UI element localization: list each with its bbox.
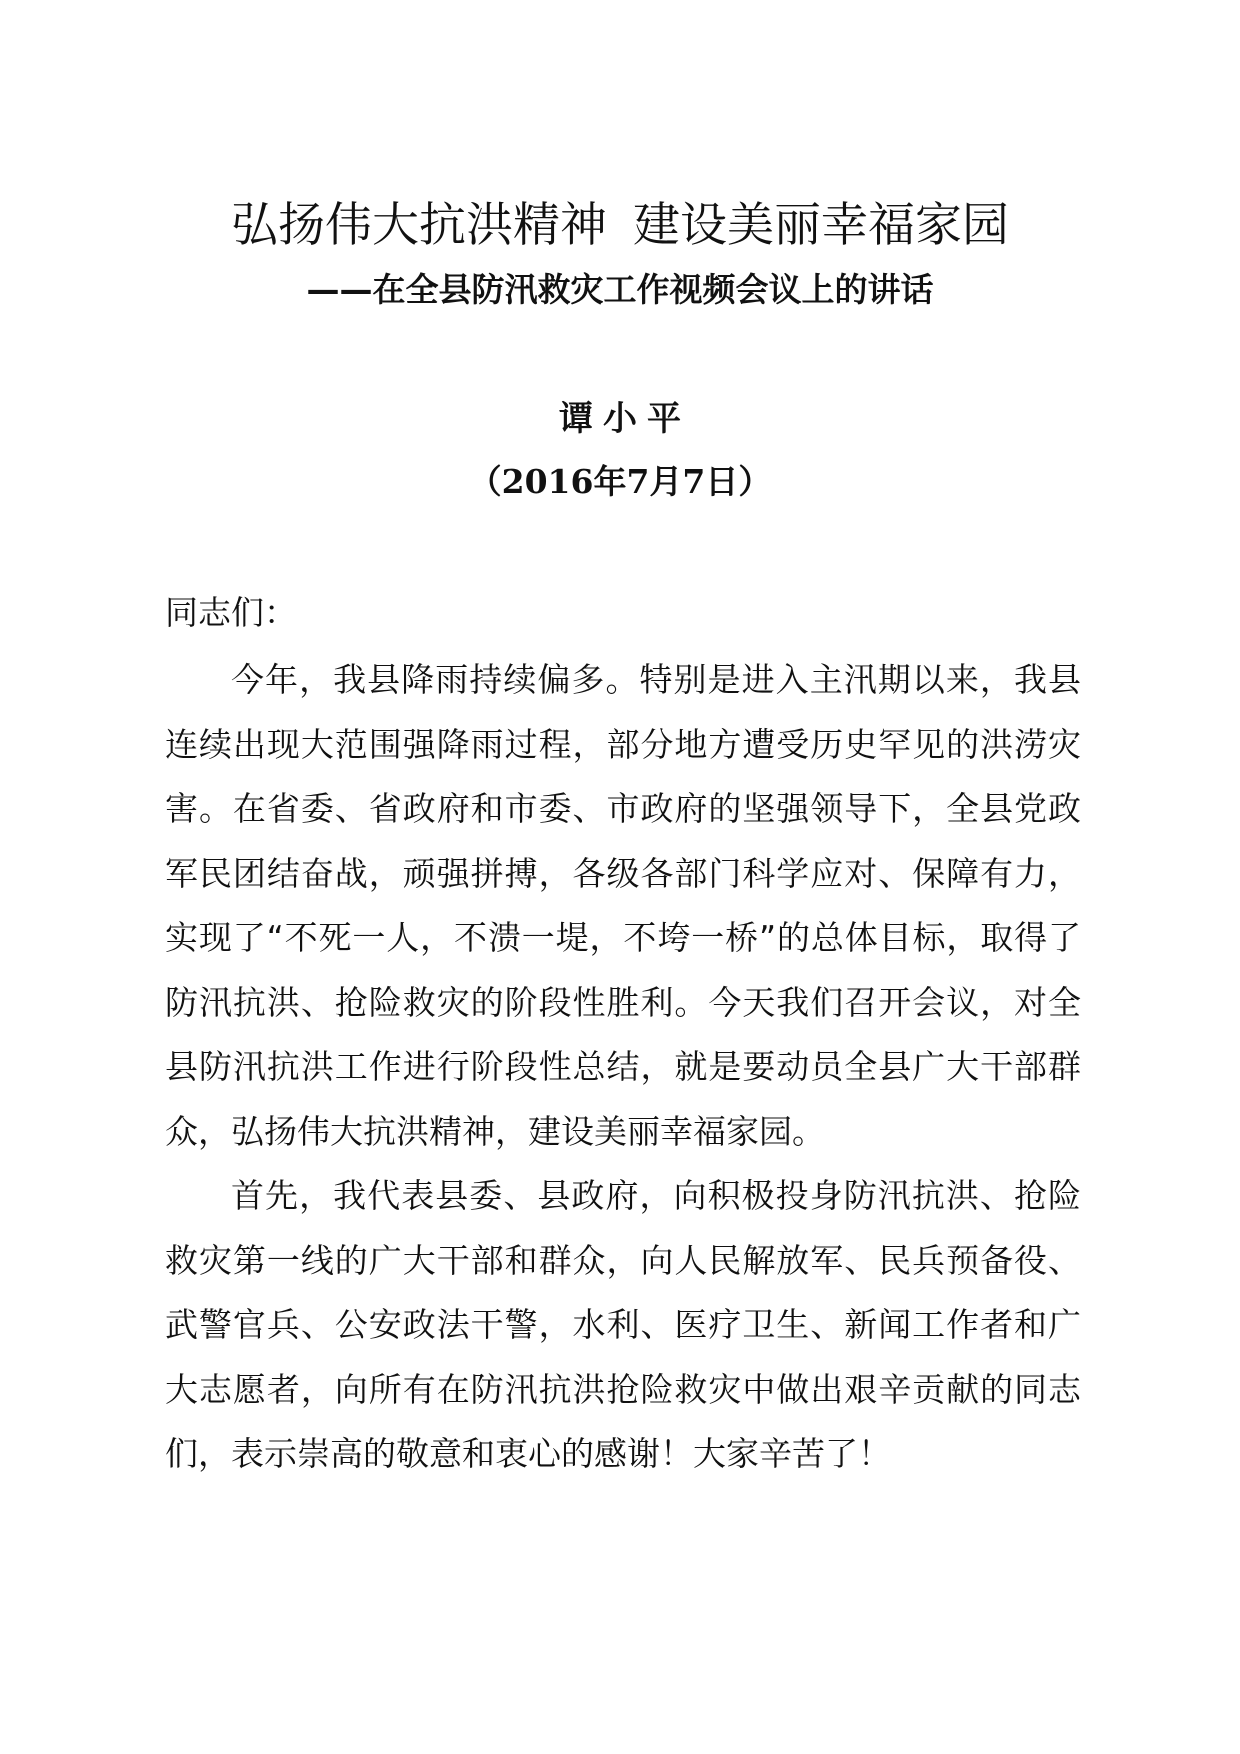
body-paragraph: 今年，我县降雨持续偏多。特别是进入主汛期以来，我县连续出现大范围强降雨过程，部分地方遭受历史罕见的洪涝灾害。在省委、省政府和市委、市政府的坚强领导下，全县党政军民团结奋战，顽强拼搏，各级各部门科学应对、保障有力，实现了“不死一人，不溃一堤，不垮一桥”的总体目标，取得了防汛抗洪、抢险救灾的阶段性胜利。今天我们召开会议，对全县防汛抗洪工作进行阶段性总结，就是要动员全县广大干部群众，弘扬伟大抗洪精神，建设美丽幸福家园。 <box>165 660 1081 1151</box>
body-paragraph: 首先，我代表县委、县政府，向积极投身防汛抗洪、抢险救灾第一线的广大干部和群众，向人民解放军、民兵预备役、武警官兵、公安政法干警，水利、医疗卫生、新闻工作者和广大志愿者，向所有在防汛抗洪抢险救灾中做出艰辛贡献的同志们，表示崇高的敬意和衷心的感谢！大家辛苦了！ <box>165 1176 1081 1473</box>
speech-date: （2016年7月7日） <box>468 462 772 501</box>
author-name: 谭小平 <box>559 399 691 439</box>
title-part-1: 弘扬伟大抗洪精神 <box>231 198 607 253</box>
title-part-2: 建设美丽幸福家园 <box>633 198 1009 253</box>
salutation: 同志们： <box>165 593 297 632</box>
document-title <box>0 196 1240 256</box>
document-subtitle: ——在全县防汛救灾工作视频会议上的讲话 <box>306 270 934 309</box>
